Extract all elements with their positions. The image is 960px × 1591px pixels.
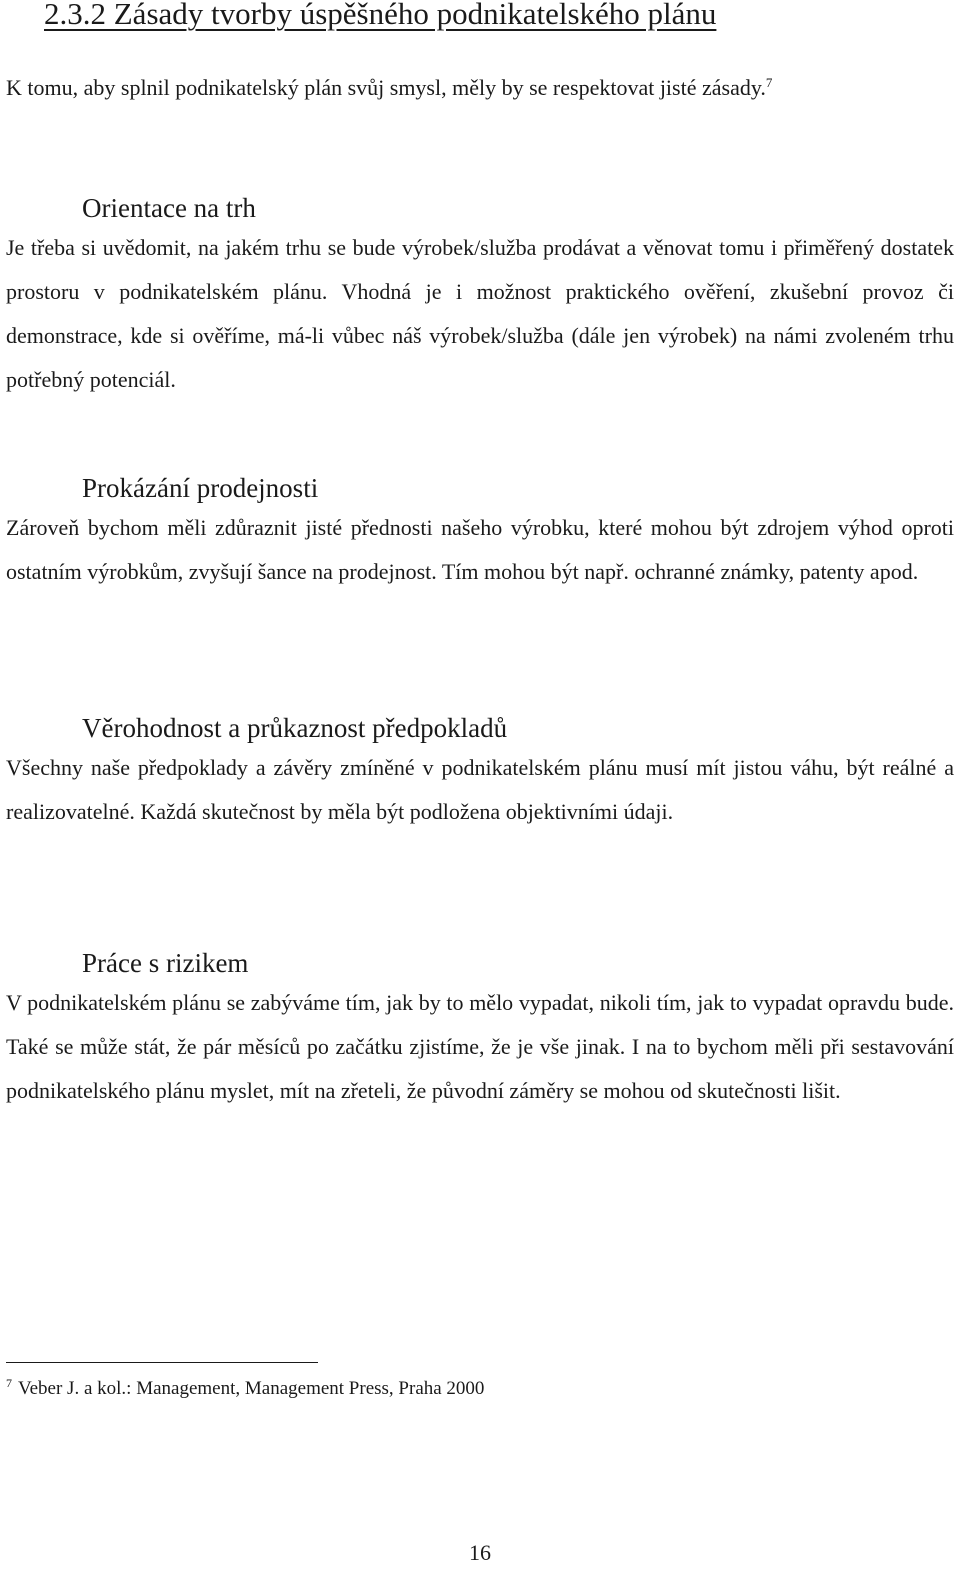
intro-paragraph <box>6 66 954 113</box>
subsection-risk <box>6 945 954 1113</box>
subsection-text: Zároveň bychom měli zdůraznit jisté přednosti našeho výrobku, které mohou být zdrojem výhod oproti ostatním výrobkům, zvyšují šance na prodejnost. Tím mohou být např. ochranné známky, patenty apod. <box>6 515 954 584</box>
footnote-text: Veber J. a kol.: Management, Management Press, Praha 2000 <box>18 1378 485 1399</box>
subsection-title: Věrohodnost a průkaznost předpokladů <box>82 713 508 743</box>
subsection-sellability <box>6 470 954 594</box>
subsection-title: Práce s rizikem <box>82 948 249 978</box>
subsection-text: Všechny naše předpoklady a závěry zmíněné v podnikatelském plánu musí mít jistou váhu, být reálné a realizovatelné. Každá skutečnost by měla být podložena objektivními údaji. <box>6 755 954 824</box>
subsection-credibility <box>6 710 954 834</box>
section-heading: 2.3.2 Zásady tvorby úspěšného podnikatelského plánu <box>44 0 717 31</box>
footnote-divider <box>6 1362 318 1363</box>
page-number: 16 <box>469 1540 491 1565</box>
subsection-market-orientation <box>6 190 954 402</box>
footnote <box>6 1374 484 1405</box>
subsection-title: Prokázání prodejnosti <box>82 473 319 503</box>
footnote-number: 7 <box>6 1376 12 1390</box>
intro-text: K tomu, aby splnil podnikatelský plán svůj smysl, měly by se respektovat jisté zásady. <box>6 75 766 100</box>
subsection-text: V podnikatelském plánu se zabýváme tím, jak by to mělo vypadat, nikoli tím, jak to vypadat opravdu bude. Také se může stát, že pár měsíců po začátku zjistíme, že je vše jinak. I na to bychom měli při sestavování podnikatelského plánu myslet, mít na zřeteli, že původní záměry se mohou od skutečnosti lišit. <box>6 990 954 1103</box>
footnote-reference: 7 <box>765 75 773 90</box>
subsection-text: Je třeba si uvědomit, na jakém trhu se bude výrobek/služba prodávat a věnovat tomu i přiměřený dostatek prostoru v podnikatelském plánu. Vhodná je i možnost praktického ověření, zkušební provoz či demonstrace, kde si ověříme, má-li vůbec náš výrobek/služba (dále jen výrobek) na námi zvoleném trhu potřebný potenciál. <box>6 235 954 392</box>
subsection-title: Orientace na trh <box>82 193 256 223</box>
